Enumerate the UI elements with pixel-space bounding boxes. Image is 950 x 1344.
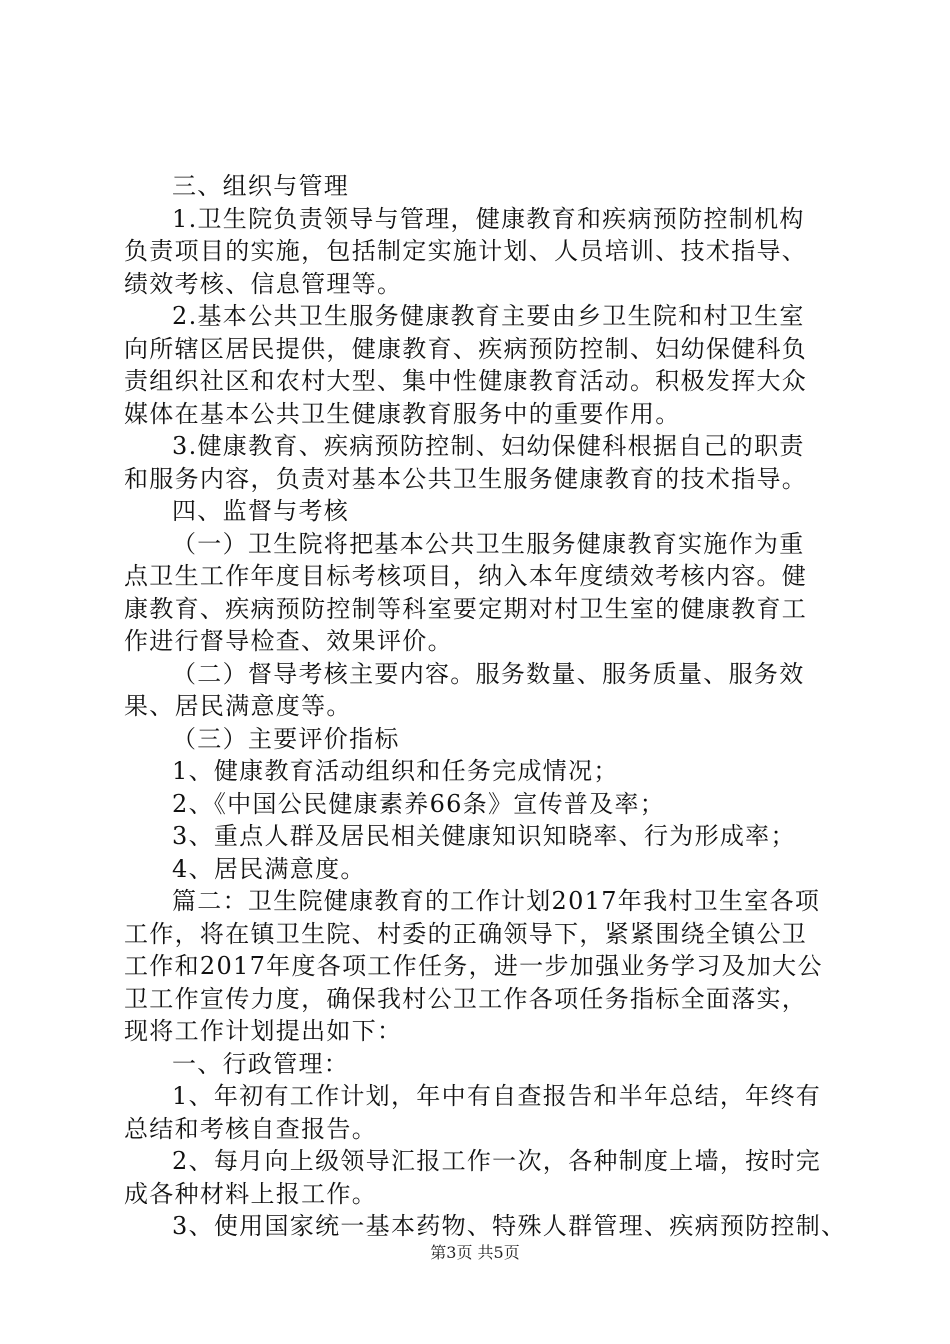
page-footer: 第3页 共5页 <box>430 1243 520 1262</box>
text-line: 2、《中国公民健康素养66条》宣传普及率； <box>172 789 666 818</box>
text-line: 工作和2017年度各项工作任务，进一步加强业务学习及加大公 <box>124 952 823 980</box>
text-line: 作进行督导检查、效果评价。 <box>124 627 453 655</box>
text-line: 一、行政管理： <box>172 1049 350 1078</box>
text-line: 和服务内容，负责对基本公共卫生服务健康教育的技术指导。 <box>124 464 808 493</box>
text-line: 工作，将在镇卫生院、村委的正确领导下，紧紧围绕全镇公卫 <box>124 919 808 948</box>
text-line: 四、监督与考核 <box>172 497 350 525</box>
text-line: 成各种材料上报工作。 <box>124 1179 377 1208</box>
text-line: 1、健康教育活动组织和任务完成情况； <box>172 757 619 785</box>
text-line: 媒体在基本公共卫生健康教育服务中的重要作用。 <box>124 399 681 428</box>
text-line: 总结和考核自查报告。 <box>124 1114 377 1143</box>
document-body <box>124 170 847 1243</box>
text-line: （一）卫生院将把基本公共卫生服务健康教育实施作为重 <box>172 529 805 558</box>
text-line: 卫工作宣传力度，确保我村公卫工作各项任务指标全面落实， <box>124 984 808 1013</box>
text-line: 点卫生工作年度目标考核项目，纳入本年度绩效考核内容。健 <box>124 562 808 590</box>
text-line: 1、年初有工作计划，年中有自查报告和半年总结，年终有 <box>172 1082 822 1110</box>
text-line: （三）主要评价指标 <box>172 724 400 753</box>
text-line: 3.健康教育、疾病预防控制、妇幼保健科根据自己的职责 <box>172 432 805 460</box>
text-line: 绩效考核、信息管理等。 <box>124 269 403 298</box>
text-line: 2、每月向上级领导汇报工作一次，各种制度上墙，按时完 <box>172 1147 822 1175</box>
text-line: 果、居民满意度等。 <box>124 692 352 720</box>
text-line: 4、居民满意度。 <box>172 854 366 883</box>
text-line: 篇二：卫生院健康教育的工作计划2017年我村卫生室各项 <box>172 887 821 915</box>
text-line: 康教育、疾病预防控制等科室要定期对村卫生室的健康教育工 <box>124 594 808 623</box>
text-line: 2.基本公共卫生服务健康教育主要由乡卫生院和村卫生室 <box>172 302 805 330</box>
text-line: 3、重点人群及居民相关健康知识知晓率、行为形成率； <box>172 822 796 850</box>
text-line: （二）督导考核主要内容。服务数量、服务质量、服务效 <box>172 659 805 688</box>
text-line: 负责项目的实施，包括制定实施计划、人员培训、技术指导、 <box>124 237 808 265</box>
text-line: 向所辖区居民提供，健康教育、疾病预防控制、妇幼保健科负 <box>124 334 808 363</box>
text-line: 责组织社区和农村大型、集中性健康教育活动。积极发挥大众 <box>124 367 808 395</box>
text-line: 现将工作计划提出如下： <box>124 1017 403 1045</box>
text-line: 1.卫生院负责领导与管理，健康教育和疾病预防控制机构 <box>172 204 805 233</box>
text-line: 3、使用国家统一基本药物、特殊人群管理、疾病预防控制、 <box>172 1212 847 1240</box>
text-line: 三、组织与管理 <box>172 172 350 200</box>
